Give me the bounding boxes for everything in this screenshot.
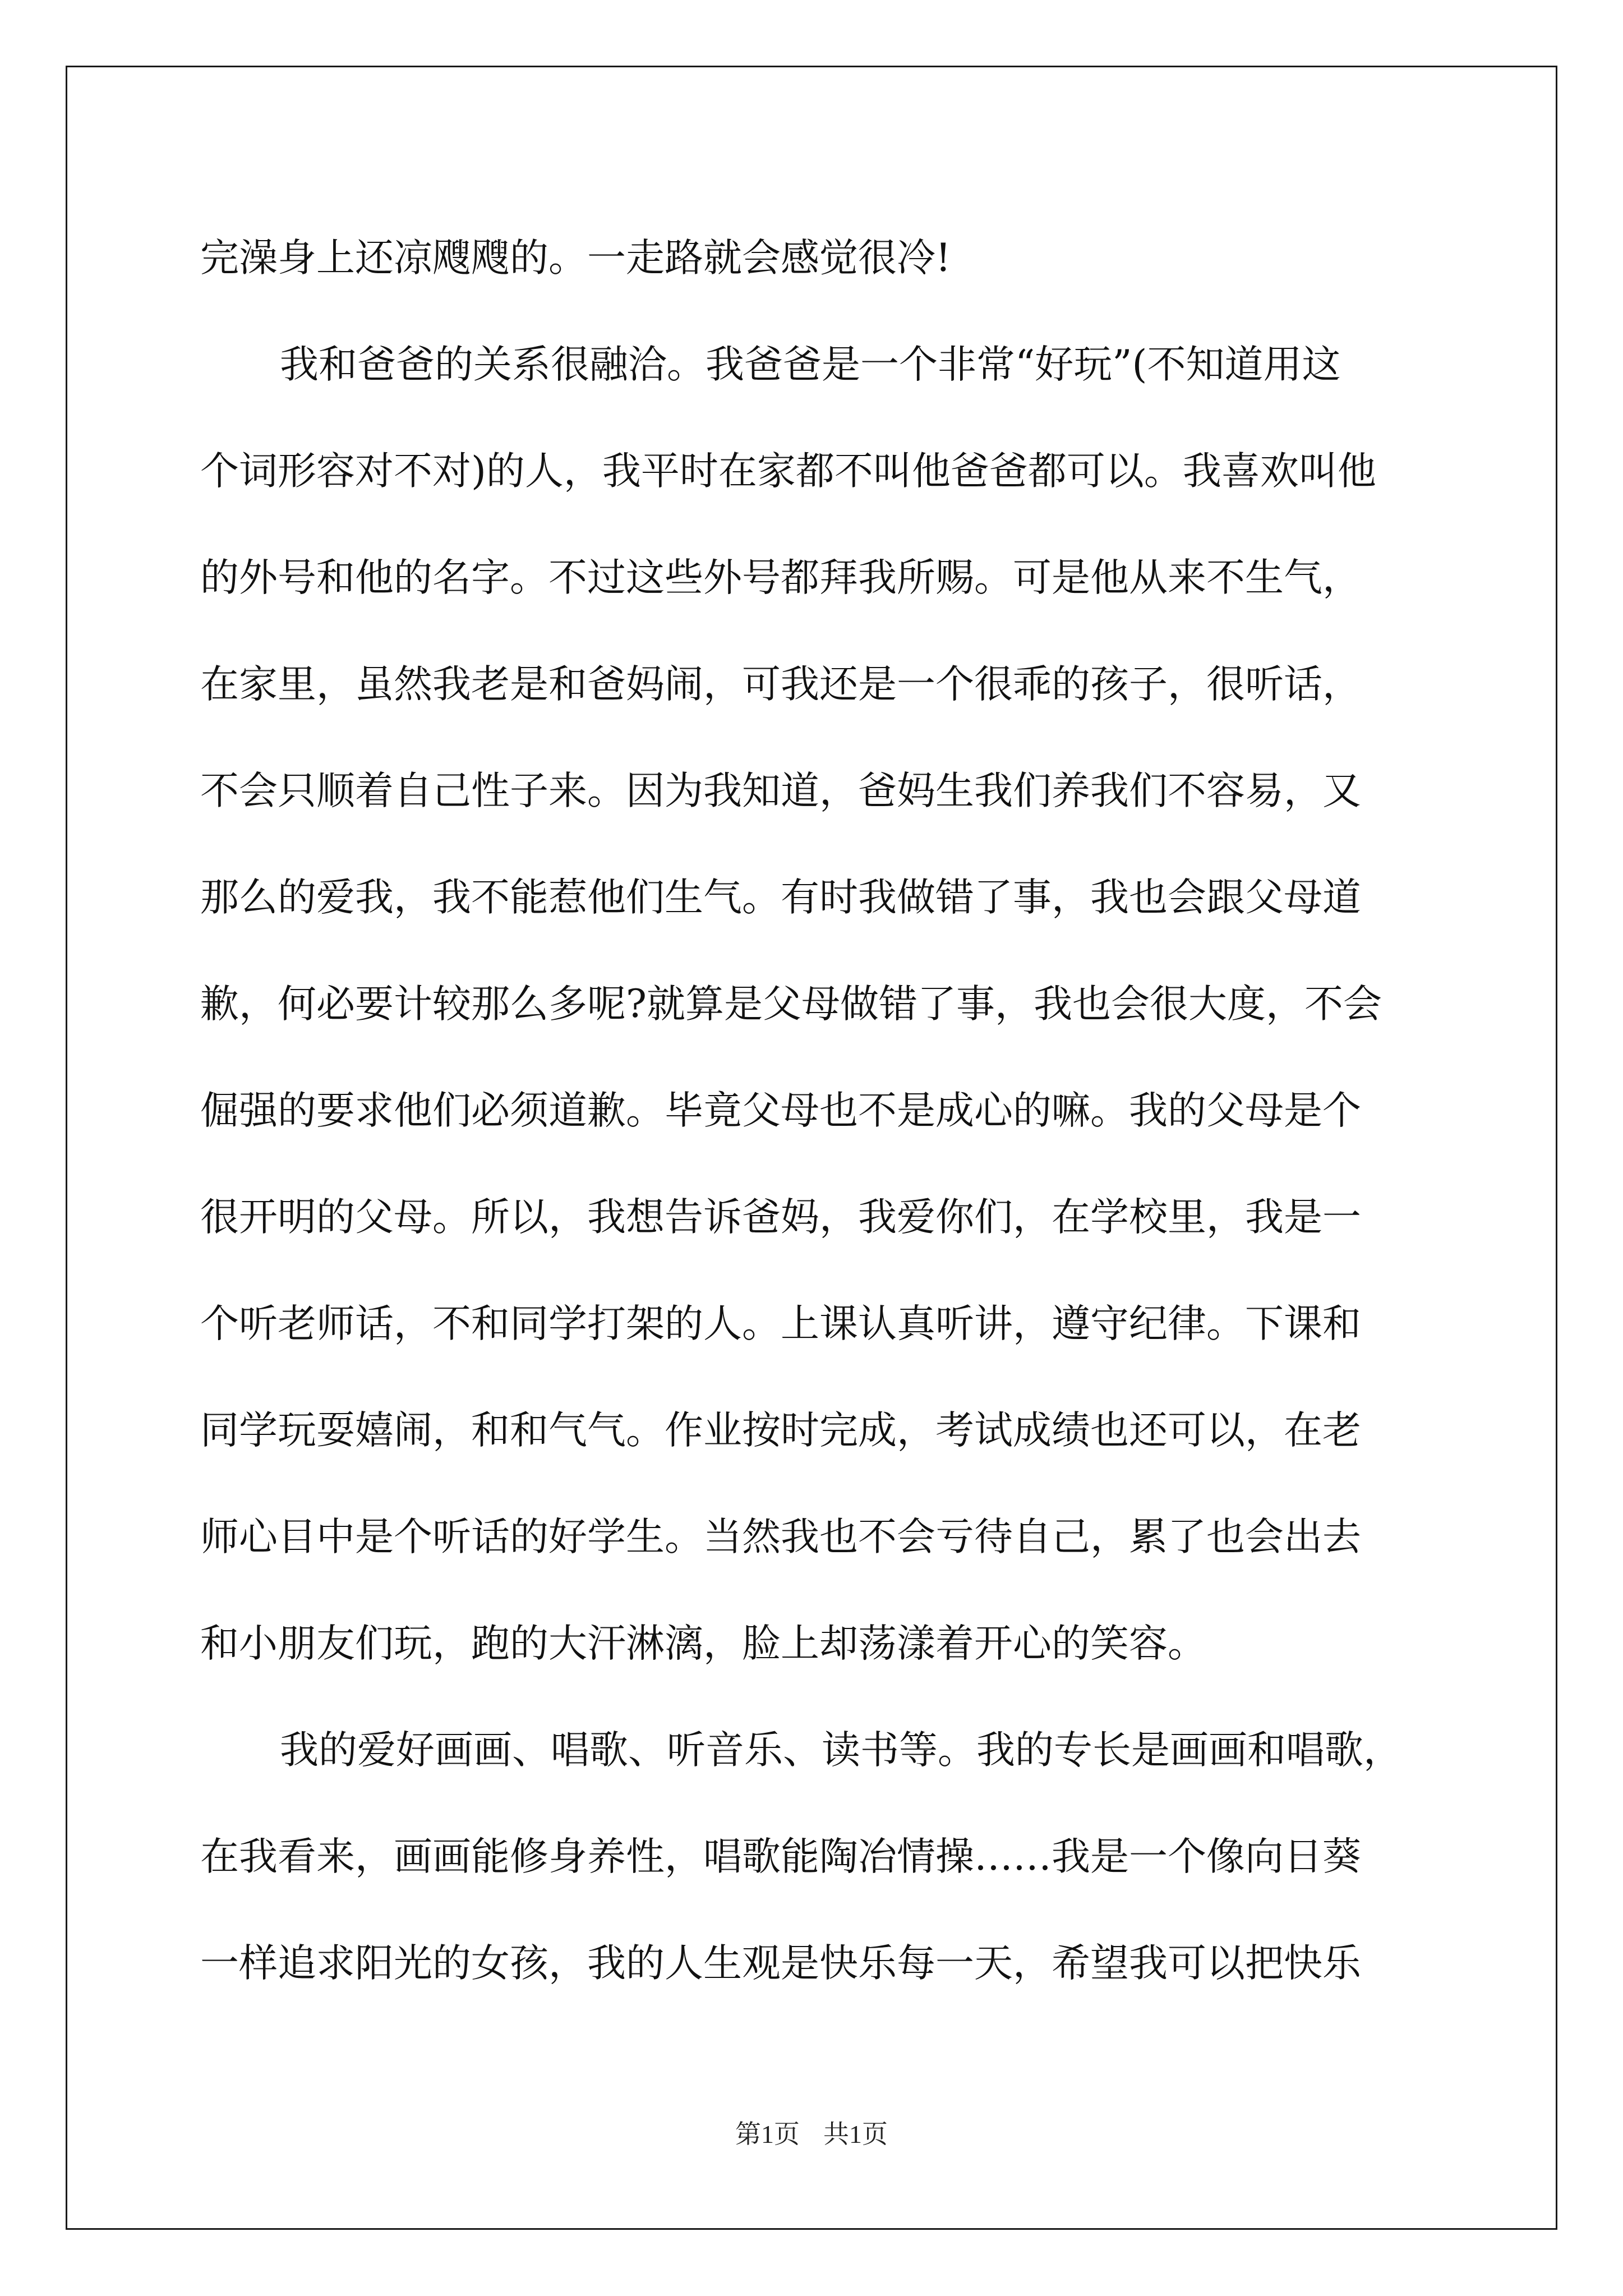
text-line: 个词形容对不对)的人，我平时在家都不叫他爸爸都可以。我喜欢叫他 [200, 449, 1376, 494]
text-line: 的外号和他的名字。不过这些外号都拜我所赐。可是他从来不生气， [200, 555, 1361, 600]
text-line: 不会只顺着自己性子来。因为我知道，爸妈生我们养我们不容易，又 [200, 769, 1361, 813]
page-number: 第1页 [735, 2120, 800, 2148]
text-line: 倔强的要求他们必须道歉。毕竟父母也不是成心的嘛。我的父母是个 [200, 1088, 1361, 1133]
text-line: 在我看来，画画能修身养性，唱歌能陶冶情操……我是一个像向日葵 [200, 1834, 1361, 1879]
page-total: 共1页 [823, 2120, 888, 2148]
paragraph-start-line: 我和爸爸的关系很融洽。我爸爸是一个非常“好玩”(不知道用这 [280, 342, 1341, 387]
text-line: 完澡身上还凉飕飕的。一走路就会感觉很冷! [200, 236, 951, 280]
text-line: 在家里，虽然我老是和爸妈闹，可我还是一个很乖的孩子，很听话， [200, 662, 1361, 707]
text-line: 歉，何必要计较那么多呢?就算是父母做错了事，我也会很大度，不会 [200, 982, 1382, 1027]
text-line: 那么的爱我，我不能惹他们生气。有时我做错了事，我也会跟父母道 [200, 875, 1361, 920]
text-line: 很开明的父母。所以，我想告诉爸妈，我爱你们，在学校里，我是一 [200, 1195, 1361, 1240]
text-line: 一样追求阳光的女孩，我的人生观是快乐每一天，希望我可以把快乐 [200, 1941, 1361, 1986]
page-footer [0, 2118, 1623, 2151]
document-body [200, 205, 1451, 2017]
text-line: 同学玩耍嬉闹，和和气气。作业按时完成，考试成绩也还可以，在老 [200, 1408, 1361, 1453]
text-line: 师心目中是个听话的好学生。当然我也不会亏待自己，累了也会出去 [200, 1515, 1361, 1559]
text-line: 和小朋友们玩，跑的大汗淋漓，脸上却荡漾着开心的笑容。 [200, 1621, 1206, 1666]
text-line: 个听老师话，不和同学打架的人。上课认真听讲，遵守纪律。下课和 [200, 1301, 1361, 1346]
paragraph-start-line: 我的爱好画画、唱歌、听音乐、读书等。我的专长是画画和唱歌， [280, 1728, 1402, 1773]
